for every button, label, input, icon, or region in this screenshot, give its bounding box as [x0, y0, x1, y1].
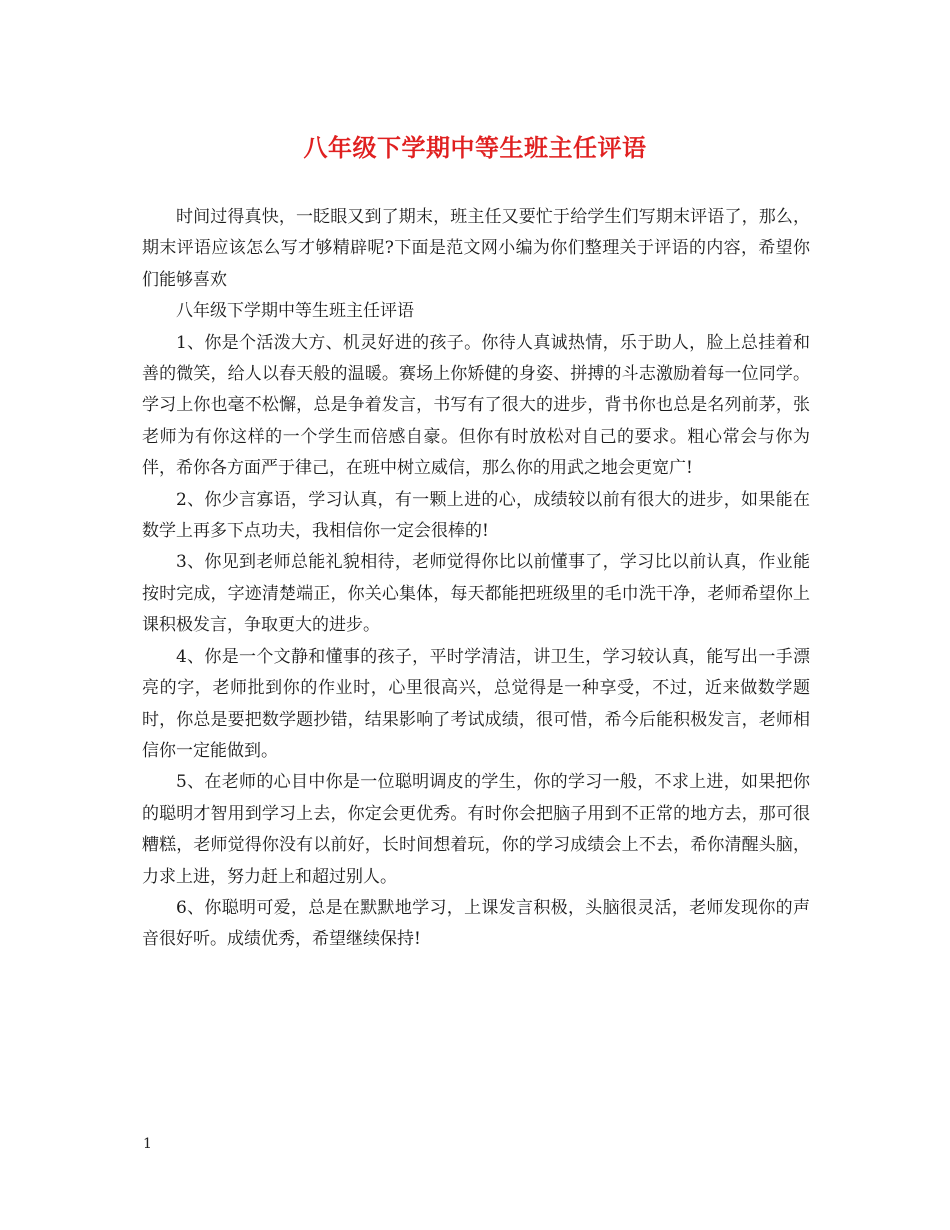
- comment-paragraph-2: 2、你少言寡语，学习认真，有一颗上进的心，成绩较以前有很大的进步，如果能在数学上再多下点功夫，我相信你一定会很棒的!: [142, 489, 810, 542]
- comment-paragraph-1: 1、你是个活泼大方、机灵好进的孩子。你待人真诚热情，乐于助人，脸上总挂着和善的微笑，给人以春天般的温暖。赛场上你矫健的身姿、拼搏的斗志激励着每一位同学。学习上你也毫不松懈，总是争着发言，书写有了很大的进步，背书你也总是名列前茅，张老师为有你这样的一个学生而倍感自豪。但你有时放松对自己的要求。粗心常会与你为伴，希你各方面严于律己，在班中树立威信，那么你的用武之地会更宽广!: [142, 332, 810, 479]
- document-title: 八年级下学期中等生班主任评语: [303, 133, 647, 162]
- page-number: 1: [143, 1136, 152, 1152]
- document-body: [142, 202, 810, 956]
- comment-paragraph-5: 5、在老师的心目中你是一位聪明调皮的学生，你的学习一般，不求上进，如果把你的聪明才智用到学习上去，你定会更优秀。有时你会把脑子用到不正常的地方去，那可很糟糕，老师觉得你没有以前好，长时间想着玩，你的学习成绩会上不去，希你清醒头脑，力求上进，努力赶上和超过别人。: [142, 772, 810, 887]
- comment-paragraph-3: 3、你见到老师总能礼貌相待，老师觉得你比以前懂事了，学习比以前认真，作业能按时完成，字迹清楚端正，你关心集体，每天都能把班级里的毛巾洗干净，老师希望你上课积极发言，争取更大的进步。: [142, 552, 810, 636]
- intro-paragraph: 时间过得真快，一眨眼又到了期末，班主任又要忙于给学生们写期末评语了，那么，期末评语应该怎么写才够精辟呢?下面是范文网小编为你们整理关于评语的内容，希望你们能够喜欢: [142, 207, 810, 290]
- section-heading: 八年级下学期中等生班主任评语: [176, 301, 414, 322]
- comment-paragraph-6: 6、你聪明可爱，总是在默默地学习，上课发言积极，头脑很灵活，老师发现你的声音很好听。成绩优秀，希望继续保持!: [142, 897, 810, 950]
- comment-paragraph-4: 4、你是一个文静和懂事的孩子，平时学清洁，讲卫生，学习较认真，能写出一手漂亮的字，老师批到你的作业时，心里很高兴，总觉得是一种享受，不过，近来做数学题时，你总是要把数学题抄错，结果影响了考试成绩，很可惜，希今后能积极发言，老师相信你一定能做到。: [142, 646, 810, 761]
